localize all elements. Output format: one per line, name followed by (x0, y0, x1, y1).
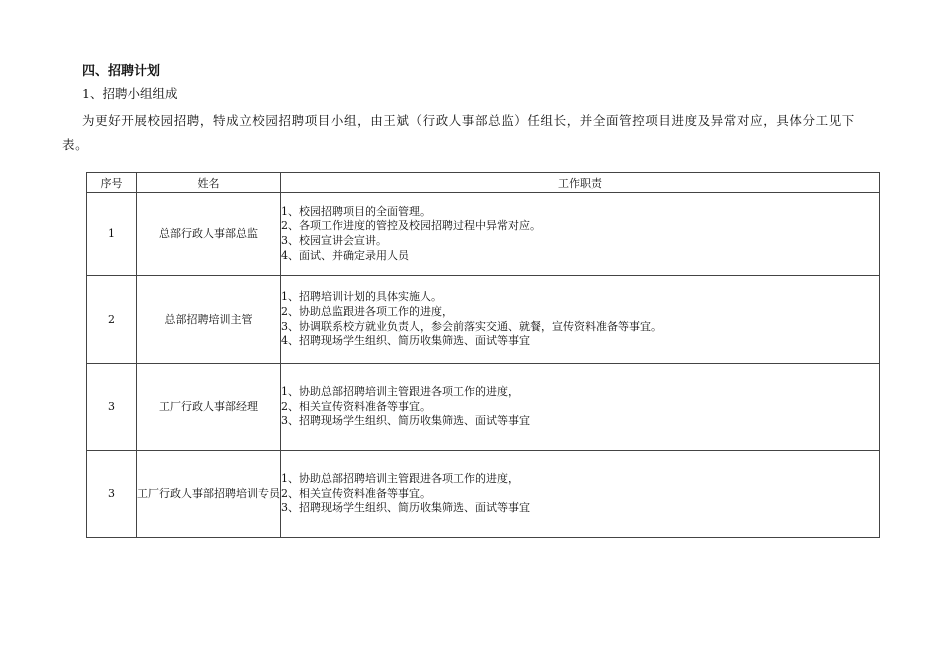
table-row (87, 276, 880, 364)
row-seq: 2 (87, 276, 137, 364)
table-row (87, 364, 880, 451)
recruitment-team-table (86, 172, 880, 538)
row-seq: 3 (87, 364, 137, 451)
row-name: 总部招聘培训主管 (137, 276, 281, 364)
table-row (87, 451, 880, 538)
header-seq: 序号 (87, 173, 137, 193)
duty-line: 3、协调联系校方就业负责人，参会前落实交通、就餐，宣传资料准备等事宜。 (281, 319, 662, 333)
duty-line: 2、相关宣传资料准备等事宜。 (281, 399, 431, 413)
row-seq: 3 (87, 451, 137, 538)
duty-line: 2、相关宣传资料准备等事宜。 (281, 486, 431, 500)
header-duties: 工作职责 (281, 173, 880, 193)
duty-line: 2、各项工作进度的管控及校园招聘过程中异常对应。 (281, 219, 541, 233)
duty-line: 1、招聘培训计划的具体实施人。 (281, 290, 442, 304)
duty-line: 3、招聘现场学生组织、简历收集筛选、面试等事宜 (281, 501, 530, 515)
duty-line: 1、协助总部招聘培训主管跟进各项工作的进度， (281, 472, 519, 486)
duty-line: 3、招聘现场学生组织、简历收集筛选、面试等事宜 (281, 414, 530, 428)
row-duties (281, 364, 880, 451)
row-name: 工厂行政人事部经理 (137, 364, 281, 451)
duty-line: 2、协助总监跟进各项工作的进度， (281, 304, 453, 318)
row-duties (281, 451, 880, 538)
intro-paragraph: 为更好开展校园招聘，特成立校园招聘项目小组，由王斌（行政人事部总监）任组长，并全面管控项目进度及异常对应，具体分工见下表。 (62, 113, 855, 152)
row-duties (281, 276, 880, 364)
duty-line: 1、协助总部招聘培训主管跟进各项工作的进度， (281, 385, 519, 399)
row-name: 工厂行政人事部招聘培训专员 (137, 451, 281, 538)
row-duties (281, 193, 880, 276)
duty-line: 1、校园招聘项目的全面管理。 (281, 204, 431, 218)
row-name: 总部行政人事部总监 (137, 193, 281, 276)
duty-line: 3、校园宣讲会宣讲。 (281, 234, 387, 247)
row-seq: 1 (87, 193, 137, 276)
header-name: 姓名 (137, 173, 281, 193)
section-heading: 四、招聘计划 (82, 64, 161, 79)
duty-line: 4、招聘现场学生组织、简历收集筛选、面试等事宜 (281, 334, 530, 348)
subsection-heading: 1、招聘小组组成 (82, 86, 178, 101)
table-row (87, 193, 880, 276)
duty-line: 4、面试、并确定录用人员 (281, 248, 409, 262)
table-header-row (87, 173, 880, 193)
